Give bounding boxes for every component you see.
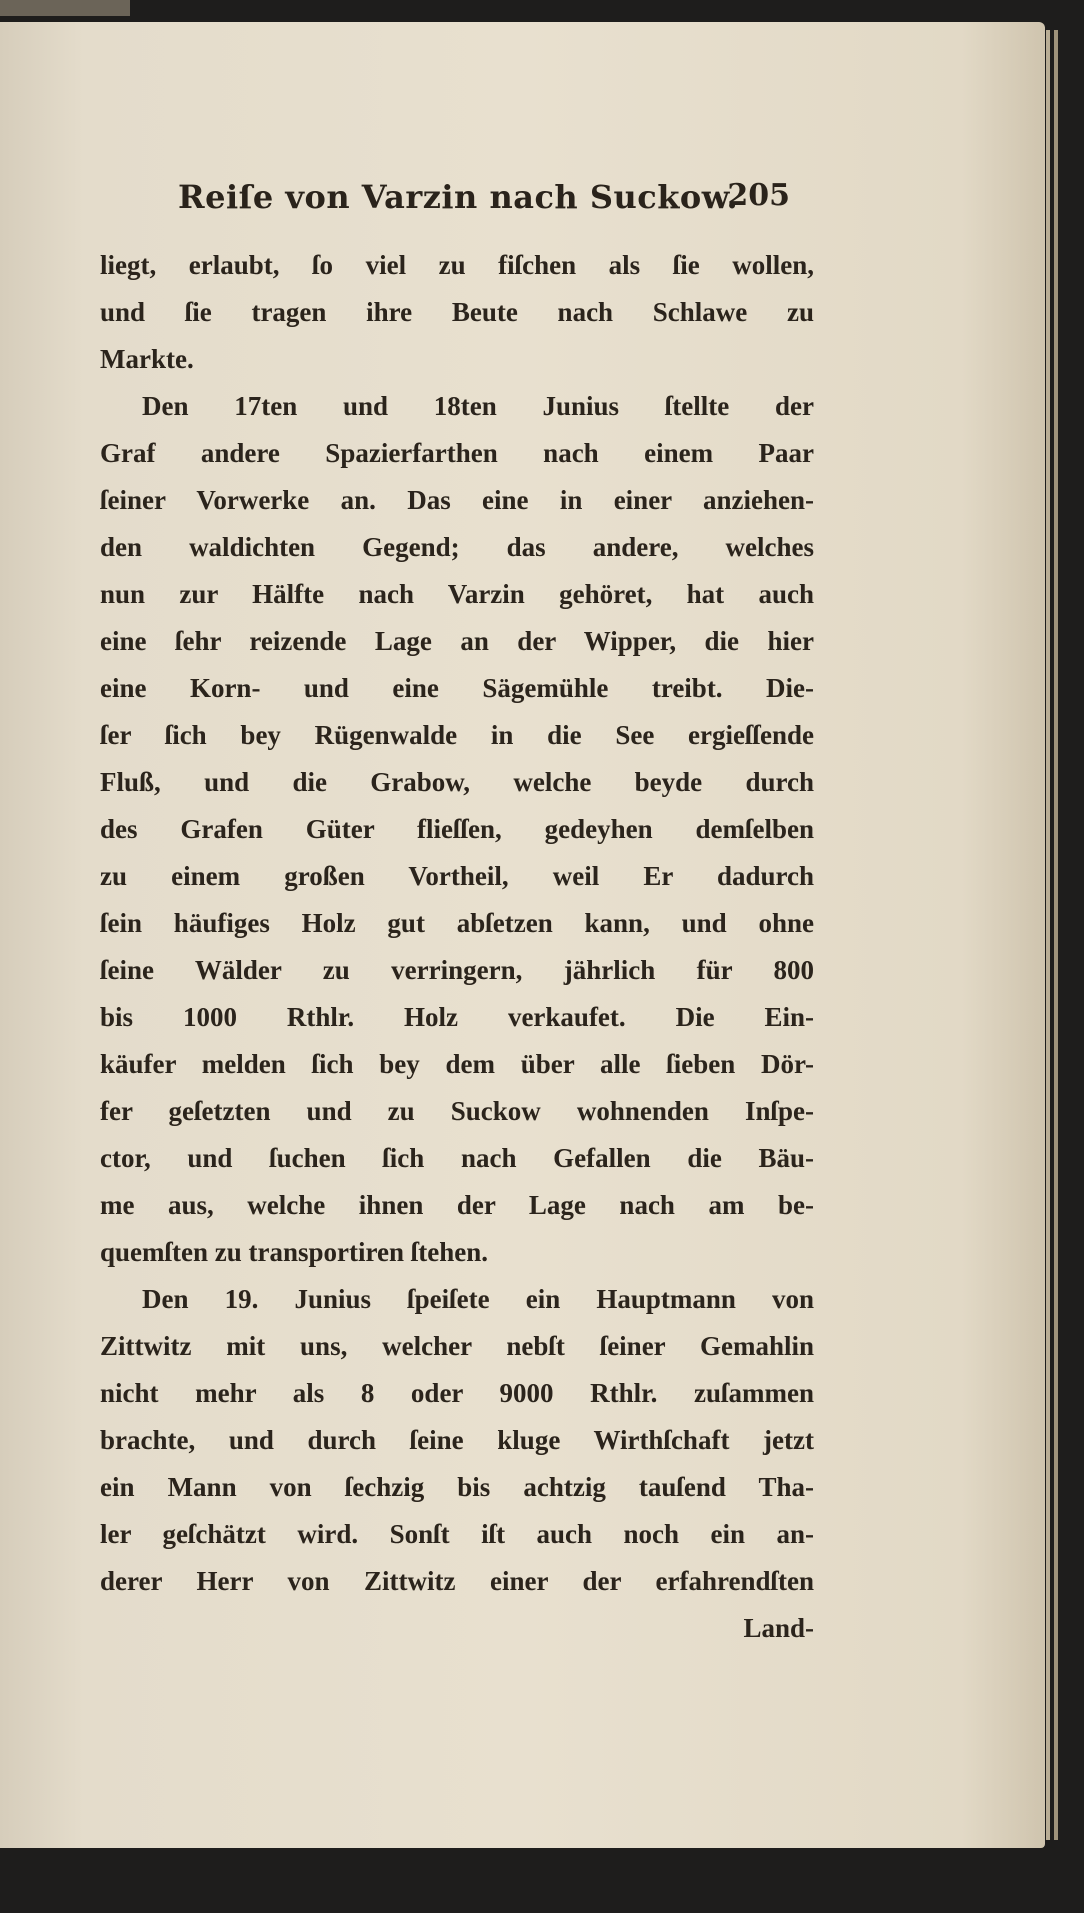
text-line: fer geſetzten und zu Suckow wohnenden Inſpe- [100,1096,814,1126]
catchword: Land- [743,1613,814,1643]
text-line: quemſten zu transportiren ſtehen. [100,1237,488,1267]
text-line: liegt, erlaubt, ſo viel zu fiſchen als ſie wollen, [100,250,814,280]
running-title: Reiſe von Varzin nach Suckow. [178,178,739,216]
text-line: brachte, und durch ſeine kluge Wirthſchaft jetzt [100,1425,814,1455]
body-text [100,242,814,1652]
text-line: me aus, welche ihnen der Lage nach am be- [100,1190,814,1220]
text-line: Markte. [100,344,194,374]
page-edge [1046,30,1050,1840]
text-line: ſer ſich bey Rügenwalde in die See ergieſſende [100,720,814,750]
text-line: käufer melden ſich bey dem über alle ſieben Dör- [100,1049,814,1079]
text-line: eine Korn- und eine Sägemühle treibt. Die- [100,673,814,703]
text-line: ctor, und ſuchen ſich nach Gefallen die Bäu- [100,1143,814,1173]
text-line: nun zur Hälfte nach Varzin gehöret, hat auch [100,579,814,609]
text-line: Fluß, und die Grabow, welche beyde durch [100,767,814,797]
text-line: ler geſchätzt wird. Sonſt iſt auch noch ein an- [100,1519,814,1549]
text-line: eine ſehr reizende Lage an der Wipper, die hier [100,626,814,656]
scan-background [0,0,130,16]
text-line: Den 17ten und 18ten Junius ſtellte der [142,391,814,421]
text-line: des Grafen Güter flieſſen, gedeyhen demſelben [100,814,814,844]
page-edge [1054,30,1058,1840]
page-number: 205 [727,178,790,213]
text-line: bis 1000 Rthlr. Holz verkaufet. Die Ein- [100,1002,814,1032]
text-line: und ſie tragen ihre Beute nach Schlawe zu [100,297,814,327]
text-line: nicht mehr als 8 oder 9000 Rthlr. zuſammen [100,1378,814,1408]
text-line: ein Mann von ſechzig bis achtzig tauſend Tha- [100,1472,814,1502]
text-line: zu einem großen Vortheil, weil Er dadurch [100,861,814,891]
text-line: derer Herr von Zittwitz einer der erfahrendſten [100,1566,814,1596]
text-line: Graf andere Spazierfarthen nach einem Paar [100,438,814,468]
text-line: Zittwitz mit uns, welcher nebſt ſeiner Gemahlin [100,1331,814,1361]
text-line: ſeine Wälder zu verringern, jährlich für 800 [100,955,814,985]
text-line: ſein häufiges Holz gut abſetzen kann, und ohne [100,908,814,938]
running-header [178,178,790,228]
text-line: ſeiner Vorwerke an. Das eine in einer anziehen- [100,485,814,515]
text-line: Den 19. Junius ſpeiſete ein Hauptmann von [142,1284,814,1314]
text-line: den waldichten Gegend; das andere, welches [100,532,814,562]
